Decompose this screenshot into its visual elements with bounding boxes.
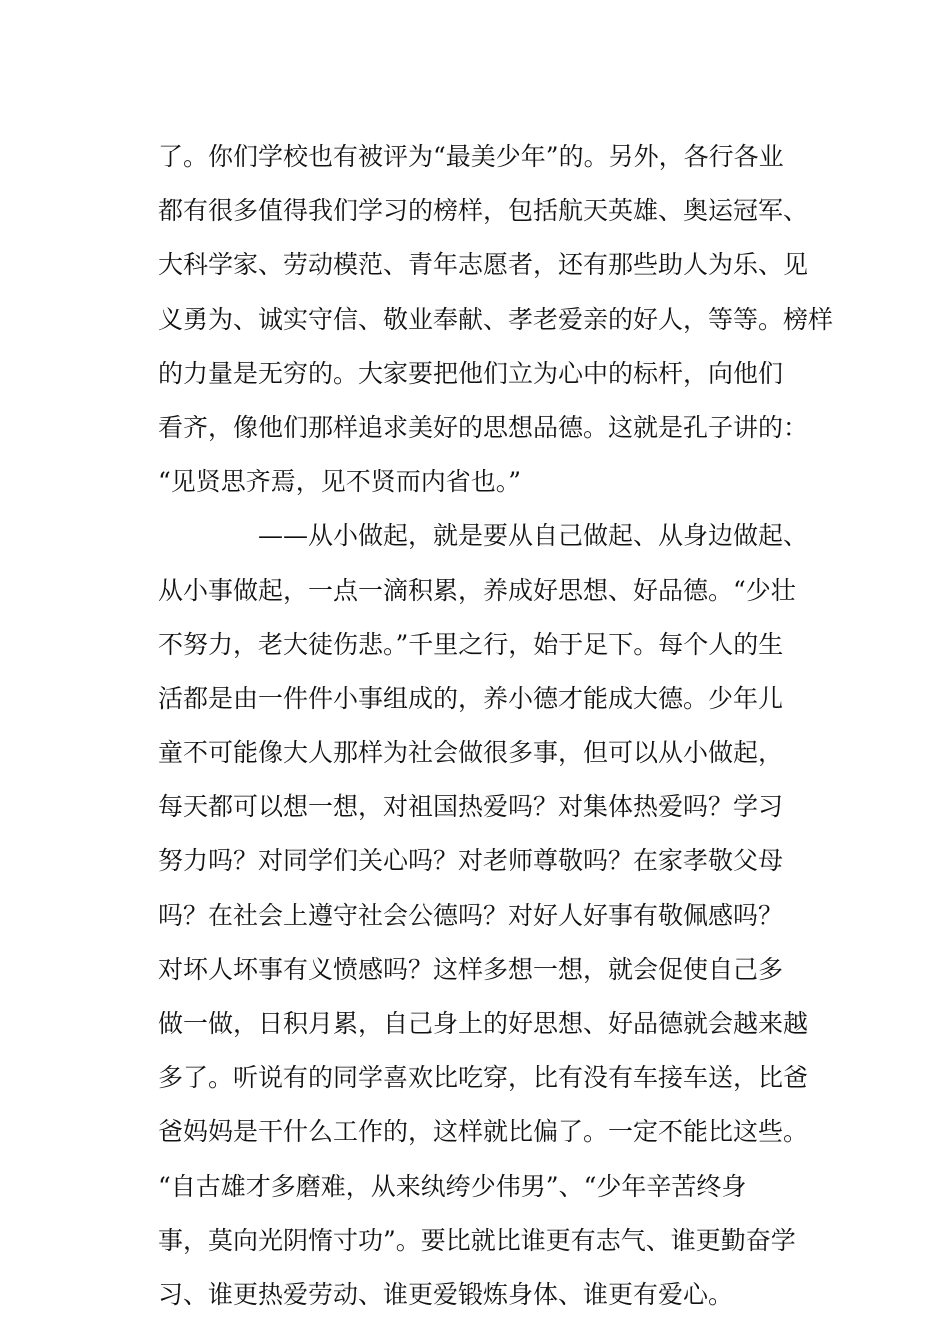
text-line: 吗？在社会上遵守社会公德吗？对好人好事有敬佩感吗？: [158, 900, 784, 930]
text-line: 看齐，像他们那样追求美好的思想品德。这就是孔子讲的：: [158, 412, 809, 442]
paragraph-start-line: ——从小做起，就是要从自己做起、从身边做起、: [258, 521, 809, 551]
text-line: 的力量是无穷的。大家要把他们立为心中的标杆，向他们: [158, 358, 784, 388]
text-line: 努力吗？对同学们关心吗？对老师尊敬吗？在家孝敬父母: [158, 846, 784, 876]
text-line: 从小事做起，一点一滴积累，养成好思想、好品德。“少壮: [158, 575, 796, 605]
text-line: 了。你们学校也有被评为“最美少年”的。另外，各行各业: [158, 142, 784, 171]
text-line: 义勇为、诚实守信、敬业奉献、孝老爱亲的好人，等等。榜样: [158, 304, 834, 334]
text-line: “见贤思齐焉，见不贤而内省也。”: [158, 467, 522, 497]
text-line: 童不可能像大人那样为社会做很多事，但可以从小做起，: [158, 738, 784, 768]
text-line: 都有很多值得我们学习的榜样，包括航天英雄、奥运冠军、: [158, 196, 809, 226]
text-line: “自古雄才多磨难，从来纨绔少伟男”、“少年辛苦终身: [158, 1171, 747, 1201]
text-line: 大科学家、劳动模范、青年志愿者，还有那些助人为乐、见: [158, 250, 809, 280]
text-line: 事，莫向光阴惰寸功”。要比就比谁更有志气、谁更勤奋学: [158, 1225, 796, 1255]
text-line: 活都是由一件件小事组成的，养小德才能成大德。少年儿: [158, 683, 784, 713]
text-line: 每天都可以想一想，对祖国热爱吗？对集体热爱吗？学习: [158, 792, 784, 822]
text-line: 不努力，老大徒伤悲。”千里之行，始于足下。每个人的生: [158, 629, 784, 659]
text-line: 做一做，日积月累，自己身上的好思想、好品德就会越来越: [158, 1009, 809, 1038]
text-line: 爸妈妈是干什么工作的，这样就比偏了。一定不能比这些。: [158, 1117, 809, 1147]
text-line: 对坏人坏事有义愤感吗？这样多想一想，就会促使自己多: [158, 954, 784, 984]
text-line: 多了。听说有的同学喜欢比吃穿，比有没有车接车送，比爸: [158, 1063, 809, 1093]
body-text: [158, 130, 834, 1322]
text-line: 习、谁更热爱劳动、谁更爱锻炼身体、谁更有爱心。: [158, 1279, 734, 1309]
